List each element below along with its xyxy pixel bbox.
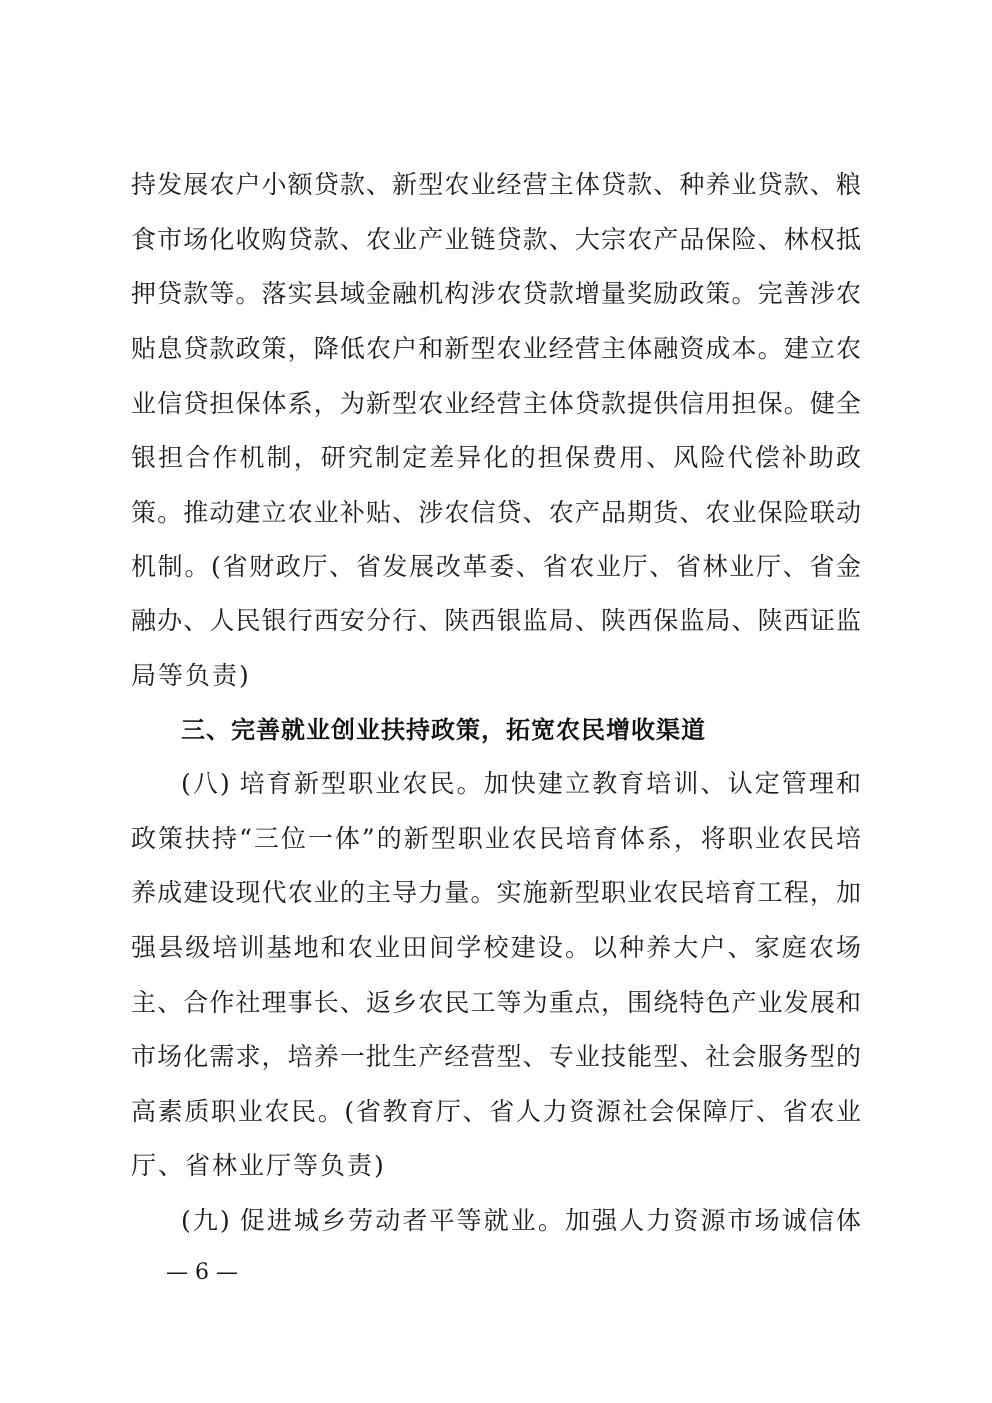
- body-text-line: 策。推动建立农业补贴、涉农信贷、农产品期货、农业保险联动: [131, 498, 861, 527]
- item-8-line: 厅、省林业厅等负责): [131, 1151, 386, 1180]
- item-8-line: 强县级培训基地和农业田间学校建设。以种养大户、家庭农场: [131, 933, 861, 962]
- item-8-line: 政策扶持“三位一体”的新型职业农民培育体系，将职业农民培: [131, 824, 861, 853]
- page-number: — 6 —: [166, 1260, 238, 1285]
- item-8-line: 养成建设现代农业的主导力量。实施新型职业农民培育工程，加: [131, 878, 861, 907]
- body-text-line: 食市场化收购贷款、农业产业链贷款、大宗农产品保险、林权抵: [131, 225, 861, 254]
- section-heading: 三、完善就业创业扶持政策，拓宽农民增收渠道: [181, 716, 706, 744]
- body-text-line: 银担合作机制，研究制定差异化的担保费用、风险代偿补助政: [131, 443, 861, 472]
- body-text-line: 融办、人民银行西安分行、陕西银监局、陕西保监局、陕西证监: [131, 606, 861, 635]
- item-9-line: (九) 促进城乡劳动者平等就业。加强人力资源市场诚信体: [181, 1206, 861, 1235]
- body-text-line: 业信贷担保体系，为新型农业经营主体贷款提供信用担保。健全: [131, 389, 861, 418]
- body-text-line: 机制。(省财政厅、省发展改革委、省农业厅、省林业厅、省金: [131, 552, 861, 581]
- item-8-line: 高素质职业农民。(省教育厅、省人力资源社会保障厅、省农业: [131, 1097, 861, 1126]
- item-8-line: (八) 培育新型职业农民。加快建立教育培训、认定管理和: [181, 769, 861, 798]
- item-8-line: 市场化需求，培养一批生产经营型、专业技能型、社会服务型的: [131, 1042, 861, 1071]
- item-8-line: 主、合作社理事长、返乡农民工等为重点，围绕特色产业发展和: [131, 988, 861, 1017]
- body-text-line: 贴息贷款政策，降低农户和新型农业经营主体融资成本。建立农: [131, 334, 861, 363]
- body-text-line: 局等负责): [131, 661, 251, 690]
- body-text-line: 持发展农户小额贷款、新型农业经营主体贷款、种养业贷款、粮: [131, 170, 861, 199]
- body-text-line: 押贷款等。落实县域金融机构涉农贷款增量奖励政策。完善涉农: [131, 279, 861, 308]
